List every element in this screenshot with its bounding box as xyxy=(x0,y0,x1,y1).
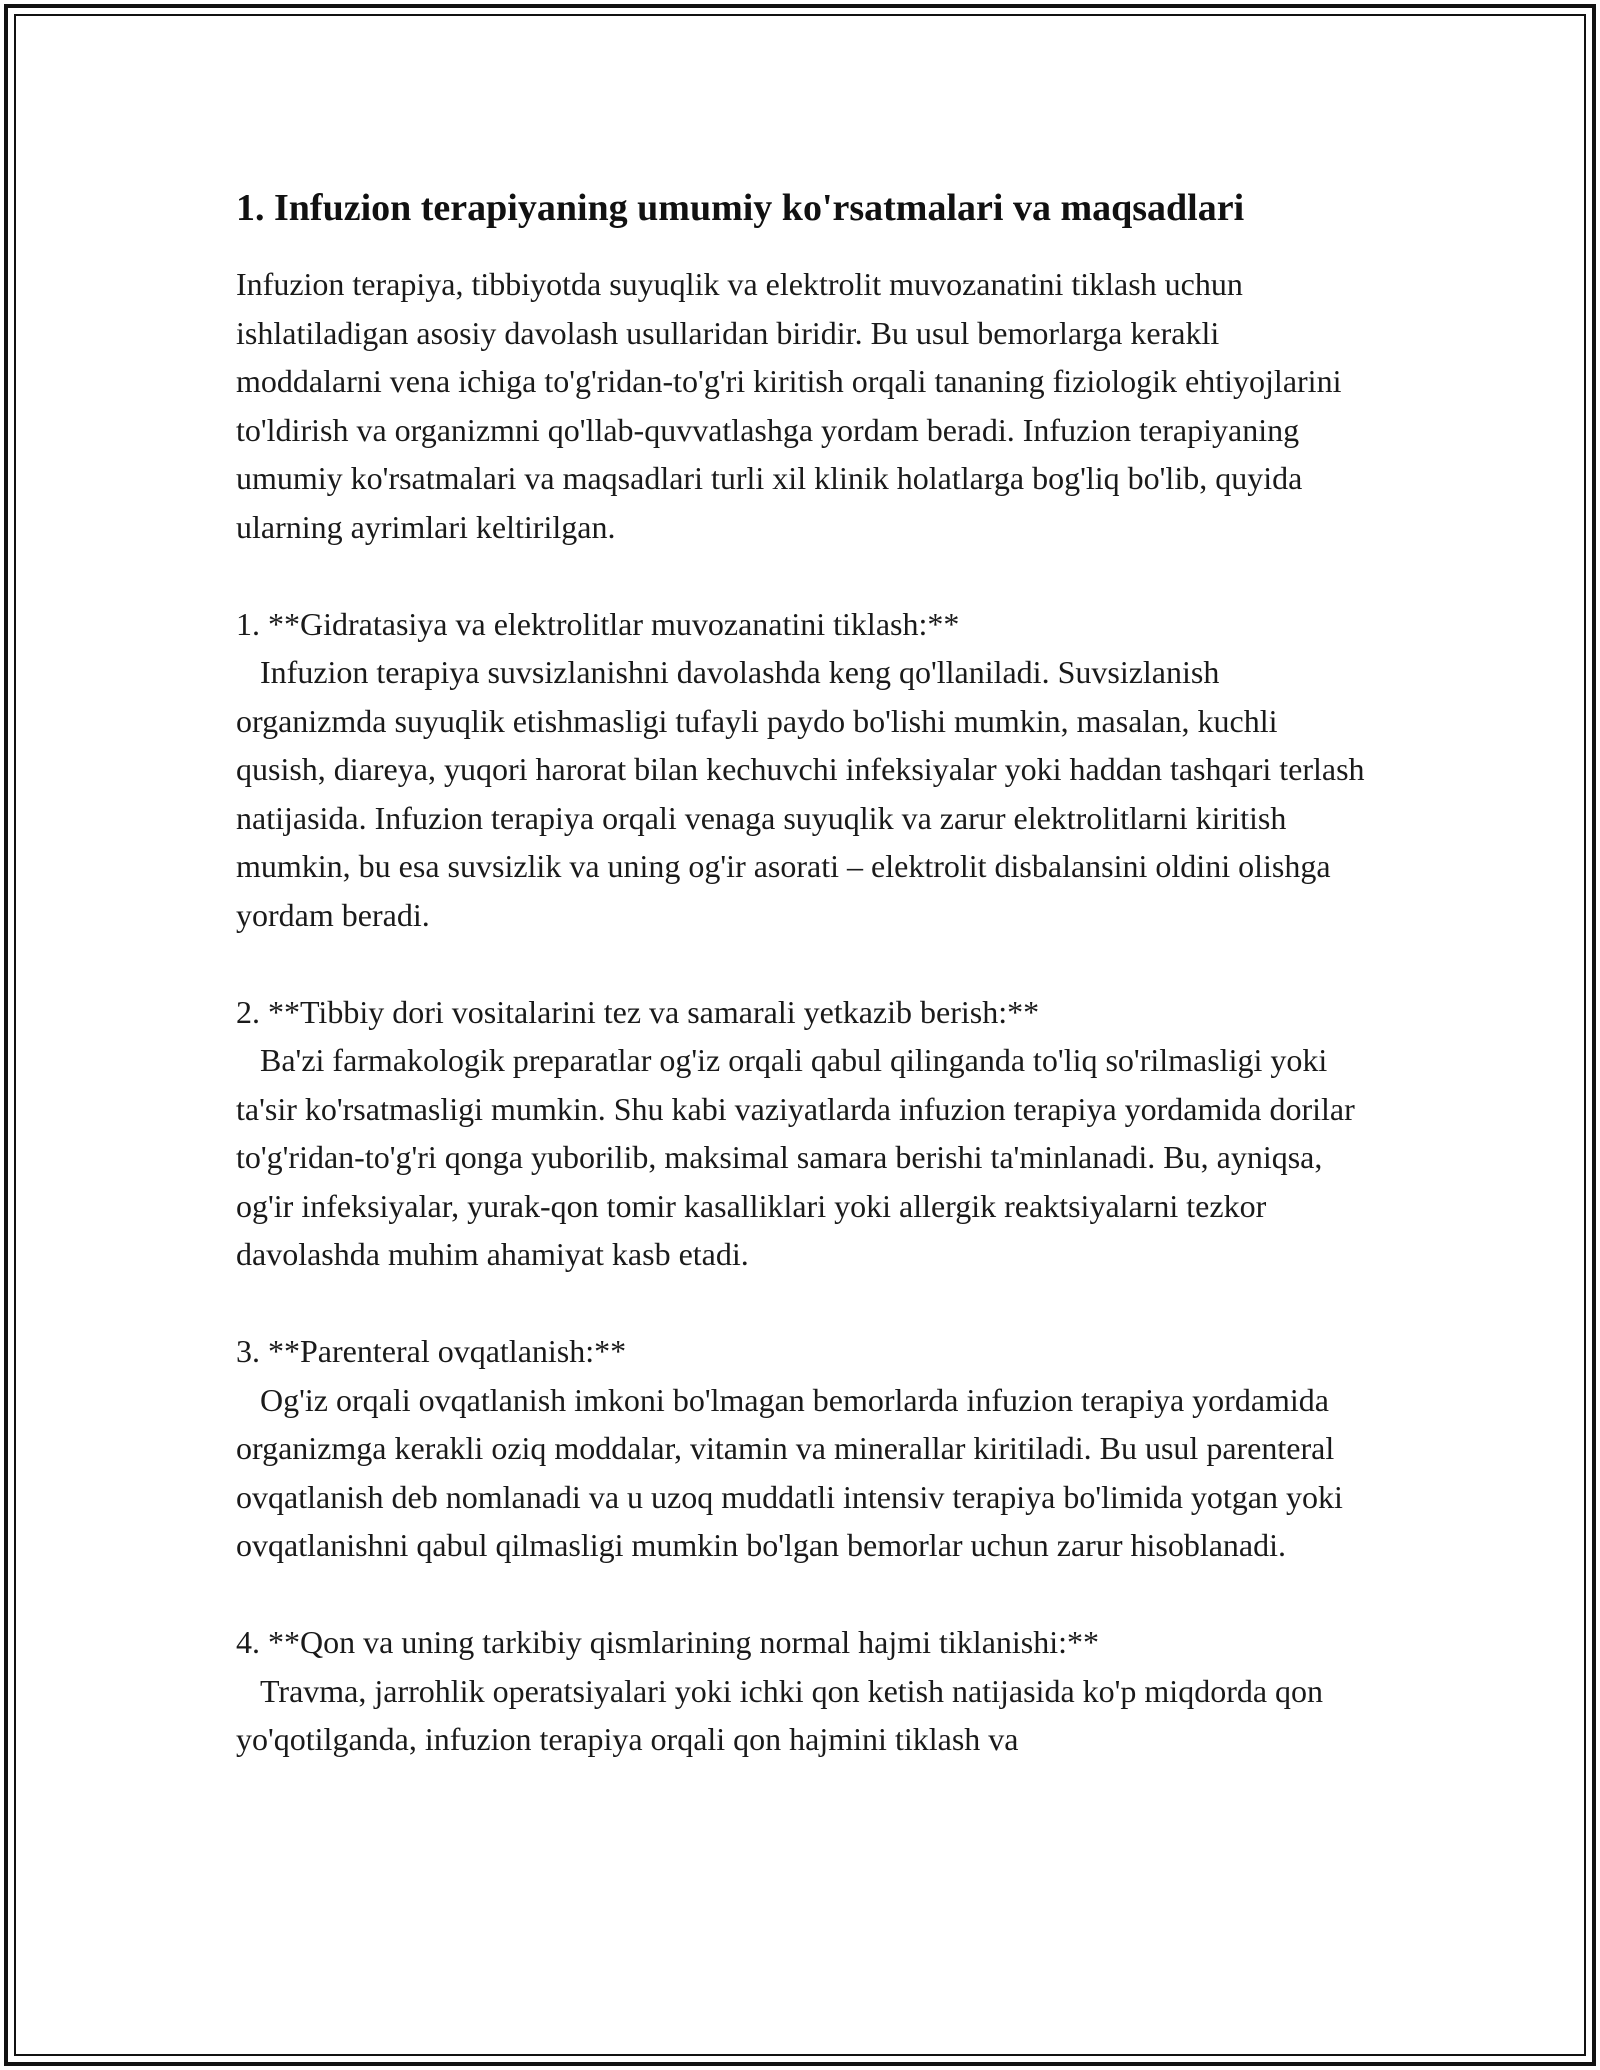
paragraph-gap xyxy=(236,939,1366,988)
section-2-body: Ba'zi farmakologik preparatlar og'iz orqali qabul qilinganda to'liq so'rilmasligi yoki ta'sir ko'rsatmasligi mumkin. Shu kabi vaziyatlarda infuzion terapiya yordamida dorilar to'g'ridan-to'g'ri qonga yuborilib, maksimal samara berishi ta'minlanadi. Bu, ayniqsa, og'ir infeksiyalar, yurak-qon tomir kasalliklari yoki allergik reaktsiyalarni tezkor davolashda muhim ahamiyat kasb etadi. xyxy=(236,1042,1363,1272)
section-2-title: 2. **Tibbiy dori vositalarini tez va samarali yetkazib berish:** xyxy=(236,993,1040,1030)
section-4-body: Travma, jarrohlik operatsiyalari yoki ichki qon ketish natijasida ko'p miqdorda qon yo'qotilganda, infuzion terapiya orqali qon hajmini tiklash va xyxy=(236,1672,1332,1757)
section-3-body: Og'iz orqali ovqatlanish imkoni bo'lmagan bemorlarda infuzion terapiya yordamida organizmga kerakli oziq moddalar, vitamin va minerallar kiritiladi. Bu usul parenteral ovqatlanish deb nomlanadi va u uzoq muddatli intensiv terapiya bo'limida yotgan yoki ovqatlanishni qabul qilmasligi mumkin bo'lgan bemorlar uchun zarur hisoblanadi. xyxy=(236,1381,1351,1563)
section-3-title: 3. **Parenteral ovqatlanish:** xyxy=(236,1333,627,1369)
intro-paragraph: Infuzion terapiya, tibbiyotda suyuqlik va elektrolit muvozanatini tiklash uchun ishlatiladigan asosiy davolash usullaridan biridir. Bu usul bemorlarga kerakli moddalarni vena ichiga to'g'ridan-to'g'ri kiritish orqali tananing fiziologik ehtiyojlarini to'ldirish va organizmni qo'llab-quvvatlashga yordam beradi. Infuzion terapiyaning umumiy ko'rsatmalari va maqsadlari turli xil klinik holatlarga bog'liq bo'lib, quyida ularning ayrimlari keltirilgan. xyxy=(236,266,1350,545)
document-body xyxy=(236,184,1373,1764)
paragraph-gap xyxy=(236,551,1366,600)
section-heading: 1. Infuzion terapiyaning umumiy ko'rsatmalari va maqsadlari xyxy=(236,187,1245,229)
paragraph-gap xyxy=(236,1279,1366,1328)
section-1-body: Infuzion terapiya suvsizlanishni davolashda keng qo'llaniladi. Suvsizlanish organizmda suyuqlik etishmasligi tufayli paydo bo'lishi mumkin, masalan, kuchli qusish, diareya, yuqori harorat bilan kechuvchi infeksiyalar yoki haddan tashqari terlash natijasida. Infuzion terapiya orqali venaga suyuqlik va zarur elektrolitlarni kiritish mumkin, bu esa suvsizlik va uning og'ir asorati – elektrolit disbalansini oldini olishga yordam beradi. xyxy=(236,654,1373,933)
paragraph-gap xyxy=(236,1570,1366,1619)
section-4-title: 4. **Qon va uning tarkibiy qismlarining normal hajmi tiklanishi:** xyxy=(236,1624,1100,1660)
section-1-title: 1. **Gidratasiya va elektrolitlar muvozanatini tiklash:** xyxy=(236,605,960,642)
